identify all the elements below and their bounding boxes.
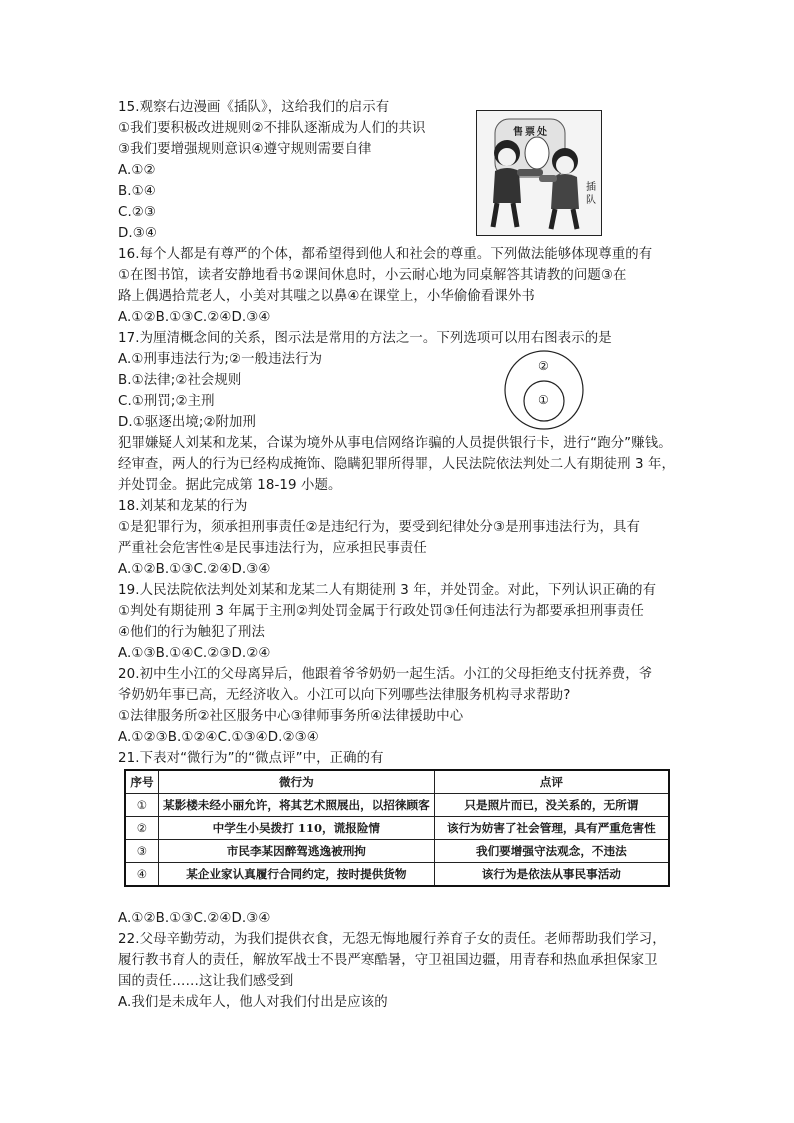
q22-stem-1: 22.父母辛勤劳动，为我们提供衣食，无怨无悔地履行养育子女的责任。老师帮助我们学习， bbox=[118, 932, 666, 947]
micro-behavior-table bbox=[124, 769, 670, 887]
table-row bbox=[125, 863, 669, 887]
cell-behavior: 某影楼未经小丽允许，将其艺术照展出，以招徕顾客 bbox=[159, 794, 435, 817]
q15-statements-1: ①我们要积极改进规则②不排队逐渐成为人们的共识 bbox=[118, 121, 426, 136]
table-row bbox=[125, 817, 669, 840]
q22-option-a: A.我们是未成年人，他人对我们付出是应该的 bbox=[118, 995, 388, 1010]
q19-statements-1: ①判处有期徒刑 3 年属于主刑②判处罚金属于行政处罚③任何违法行为都要承担刑事责任 bbox=[118, 604, 644, 619]
cell-behavior: 中学生小吴拨打 110，谎报险情 bbox=[159, 817, 435, 840]
q16-statements-1: ①在图书馆，读者安静地看书②课间休息时，小云耐心地为同桌解答其请教的问题③在 bbox=[118, 268, 627, 283]
q20-statements: ①法律服务所②社区服务中心③律师事务所④法律援助中心 bbox=[118, 709, 464, 724]
header-comment: 点评 bbox=[434, 770, 669, 794]
table-row bbox=[125, 794, 669, 817]
q20-stem-2: 爷奶奶年事已高，无经济收入。小江可以向下列哪些法律服务机构寻求帮助? bbox=[118, 688, 571, 703]
q19-stem: 19.人民法院依法判处刘某和龙某二人有期徒刑 3 年，并处罚金。对此，下列认识正确的有 bbox=[118, 583, 657, 598]
q19-statements-2: ④他们的行为触犯了刑法 bbox=[118, 625, 266, 640]
header-behavior: 微行为 bbox=[159, 770, 435, 794]
passage-line-3: 并处罚金。据此完成第 18-19 小题。 bbox=[118, 478, 342, 493]
cell-behavior: 某企业家认真履行合同约定，按时提供货物 bbox=[159, 863, 435, 887]
q21-options: A.①②B.①③C.②④D.③④ bbox=[118, 911, 271, 926]
q17-option-c: C.①刑罚;②主刑 bbox=[118, 394, 215, 409]
q15-statements-2: ③我们要增强规则意识④遵守规则需要自律 bbox=[118, 142, 372, 157]
table-header-row bbox=[125, 770, 669, 794]
venn-outer-label: ② bbox=[538, 359, 549, 373]
cell-comment: 只是照片而已，没关系的，无所谓 bbox=[434, 794, 669, 817]
venn-inner-label: ① bbox=[538, 393, 549, 407]
cell-index: ② bbox=[125, 817, 159, 840]
q16-options: A.①②B.①③C.②④D.③④ bbox=[118, 310, 271, 325]
table-row bbox=[125, 840, 669, 863]
q15-option-a: A.①② bbox=[118, 163, 156, 178]
q17-option-d: D.①驱逐出境;②附加刑 bbox=[118, 415, 257, 430]
q15-option-d: D.③④ bbox=[118, 226, 157, 241]
q18-statements-2: 严重社会危害性④是民事违法行为，应承担民事责任 bbox=[118, 541, 427, 556]
q22-stem-2: 履行教书育人的责任，解放军战士不畏严寒酷暑，守卫祖国边疆，用青春和热血承担保家卫 bbox=[118, 953, 658, 968]
cell-index: ④ bbox=[125, 863, 159, 887]
q16-stem: 16.每个人都是有尊严的个体，都希望得到他人和社会的尊重。下列做法能够体现尊重的有 bbox=[118, 247, 653, 262]
q18-stem: 18.刘某和龙某的行为 bbox=[118, 499, 248, 514]
q15-option-b: B.①④ bbox=[118, 184, 156, 199]
header-index: 序号 bbox=[125, 770, 159, 794]
cell-index: ① bbox=[125, 794, 159, 817]
q15-option-c: C.②③ bbox=[118, 205, 157, 220]
q17-option-a: A.①刑事违法行为;②一般违法行为 bbox=[118, 352, 323, 367]
cell-comment: 我们要增强守法观念，不违法 bbox=[434, 840, 669, 863]
passage-line-1: 犯罪嫌疑人刘某和龙某，合谋为境外从事电信网络诈骗的人员提供银行卡，进行“跑分”赚钱。 bbox=[118, 436, 672, 451]
passage-line-2: 经审查，两人的行为已经构成掩饰、隐瞒犯罪所得罪，人民法院依法判处二人有期徒刑 3 年， bbox=[118, 457, 675, 472]
cell-index: ③ bbox=[125, 840, 159, 863]
q17-option-b: B.①法律;②社会规则 bbox=[118, 373, 242, 388]
q19-options: A.①③B.①④C.②③D.②④ bbox=[118, 646, 271, 661]
cartoon-sign: 售票处 bbox=[513, 127, 549, 138]
q15-stem: 15.观察右边漫画《插队》，这给我们的启示有 bbox=[118, 100, 390, 115]
venn-diagram bbox=[502, 348, 586, 436]
q18-options: A.①②B.①③C.②④D.③④ bbox=[118, 562, 271, 577]
q17-stem: 17.为厘清概念间的关系，图示法是常用的方法之一。下列选项可以用右图表示的是 bbox=[118, 331, 612, 346]
cell-behavior: 市民李某因醉驾逃逸被刑拘 bbox=[159, 840, 435, 863]
q21-stem: 21.下表对“微行为”的“微点评”中，正确的有 bbox=[118, 751, 384, 766]
q22-stem-3: 国的责任……这让我们感受到 bbox=[118, 974, 294, 989]
q20-options: A.①②③B.①②④C.①③④D.②③④ bbox=[118, 730, 319, 745]
cartoon-caption: 插队 bbox=[586, 182, 596, 206]
q18-statements-1: ①是犯罪行为，须承担刑事责任②是违纪行为，要受到纪律处分③是刑事违法行为，具有 bbox=[118, 520, 640, 535]
q16-statements-2: 路上偶遇拾荒老人，小美对其嗤之以鼻④在课堂上，小华偷偷看课外书 bbox=[118, 289, 535, 304]
q20-stem-1: 20.初中生小江的父母离异后，他跟着爷爷奶奶一起生活。小江的父母拒绝支付抚养费，爷 bbox=[118, 667, 653, 682]
cell-comment: 该行为妨害了社会管理，具有严重危害性 bbox=[434, 817, 669, 840]
cell-comment: 该行为是依法从事民事活动 bbox=[434, 863, 669, 887]
queue-jumping-cartoon bbox=[476, 110, 602, 236]
